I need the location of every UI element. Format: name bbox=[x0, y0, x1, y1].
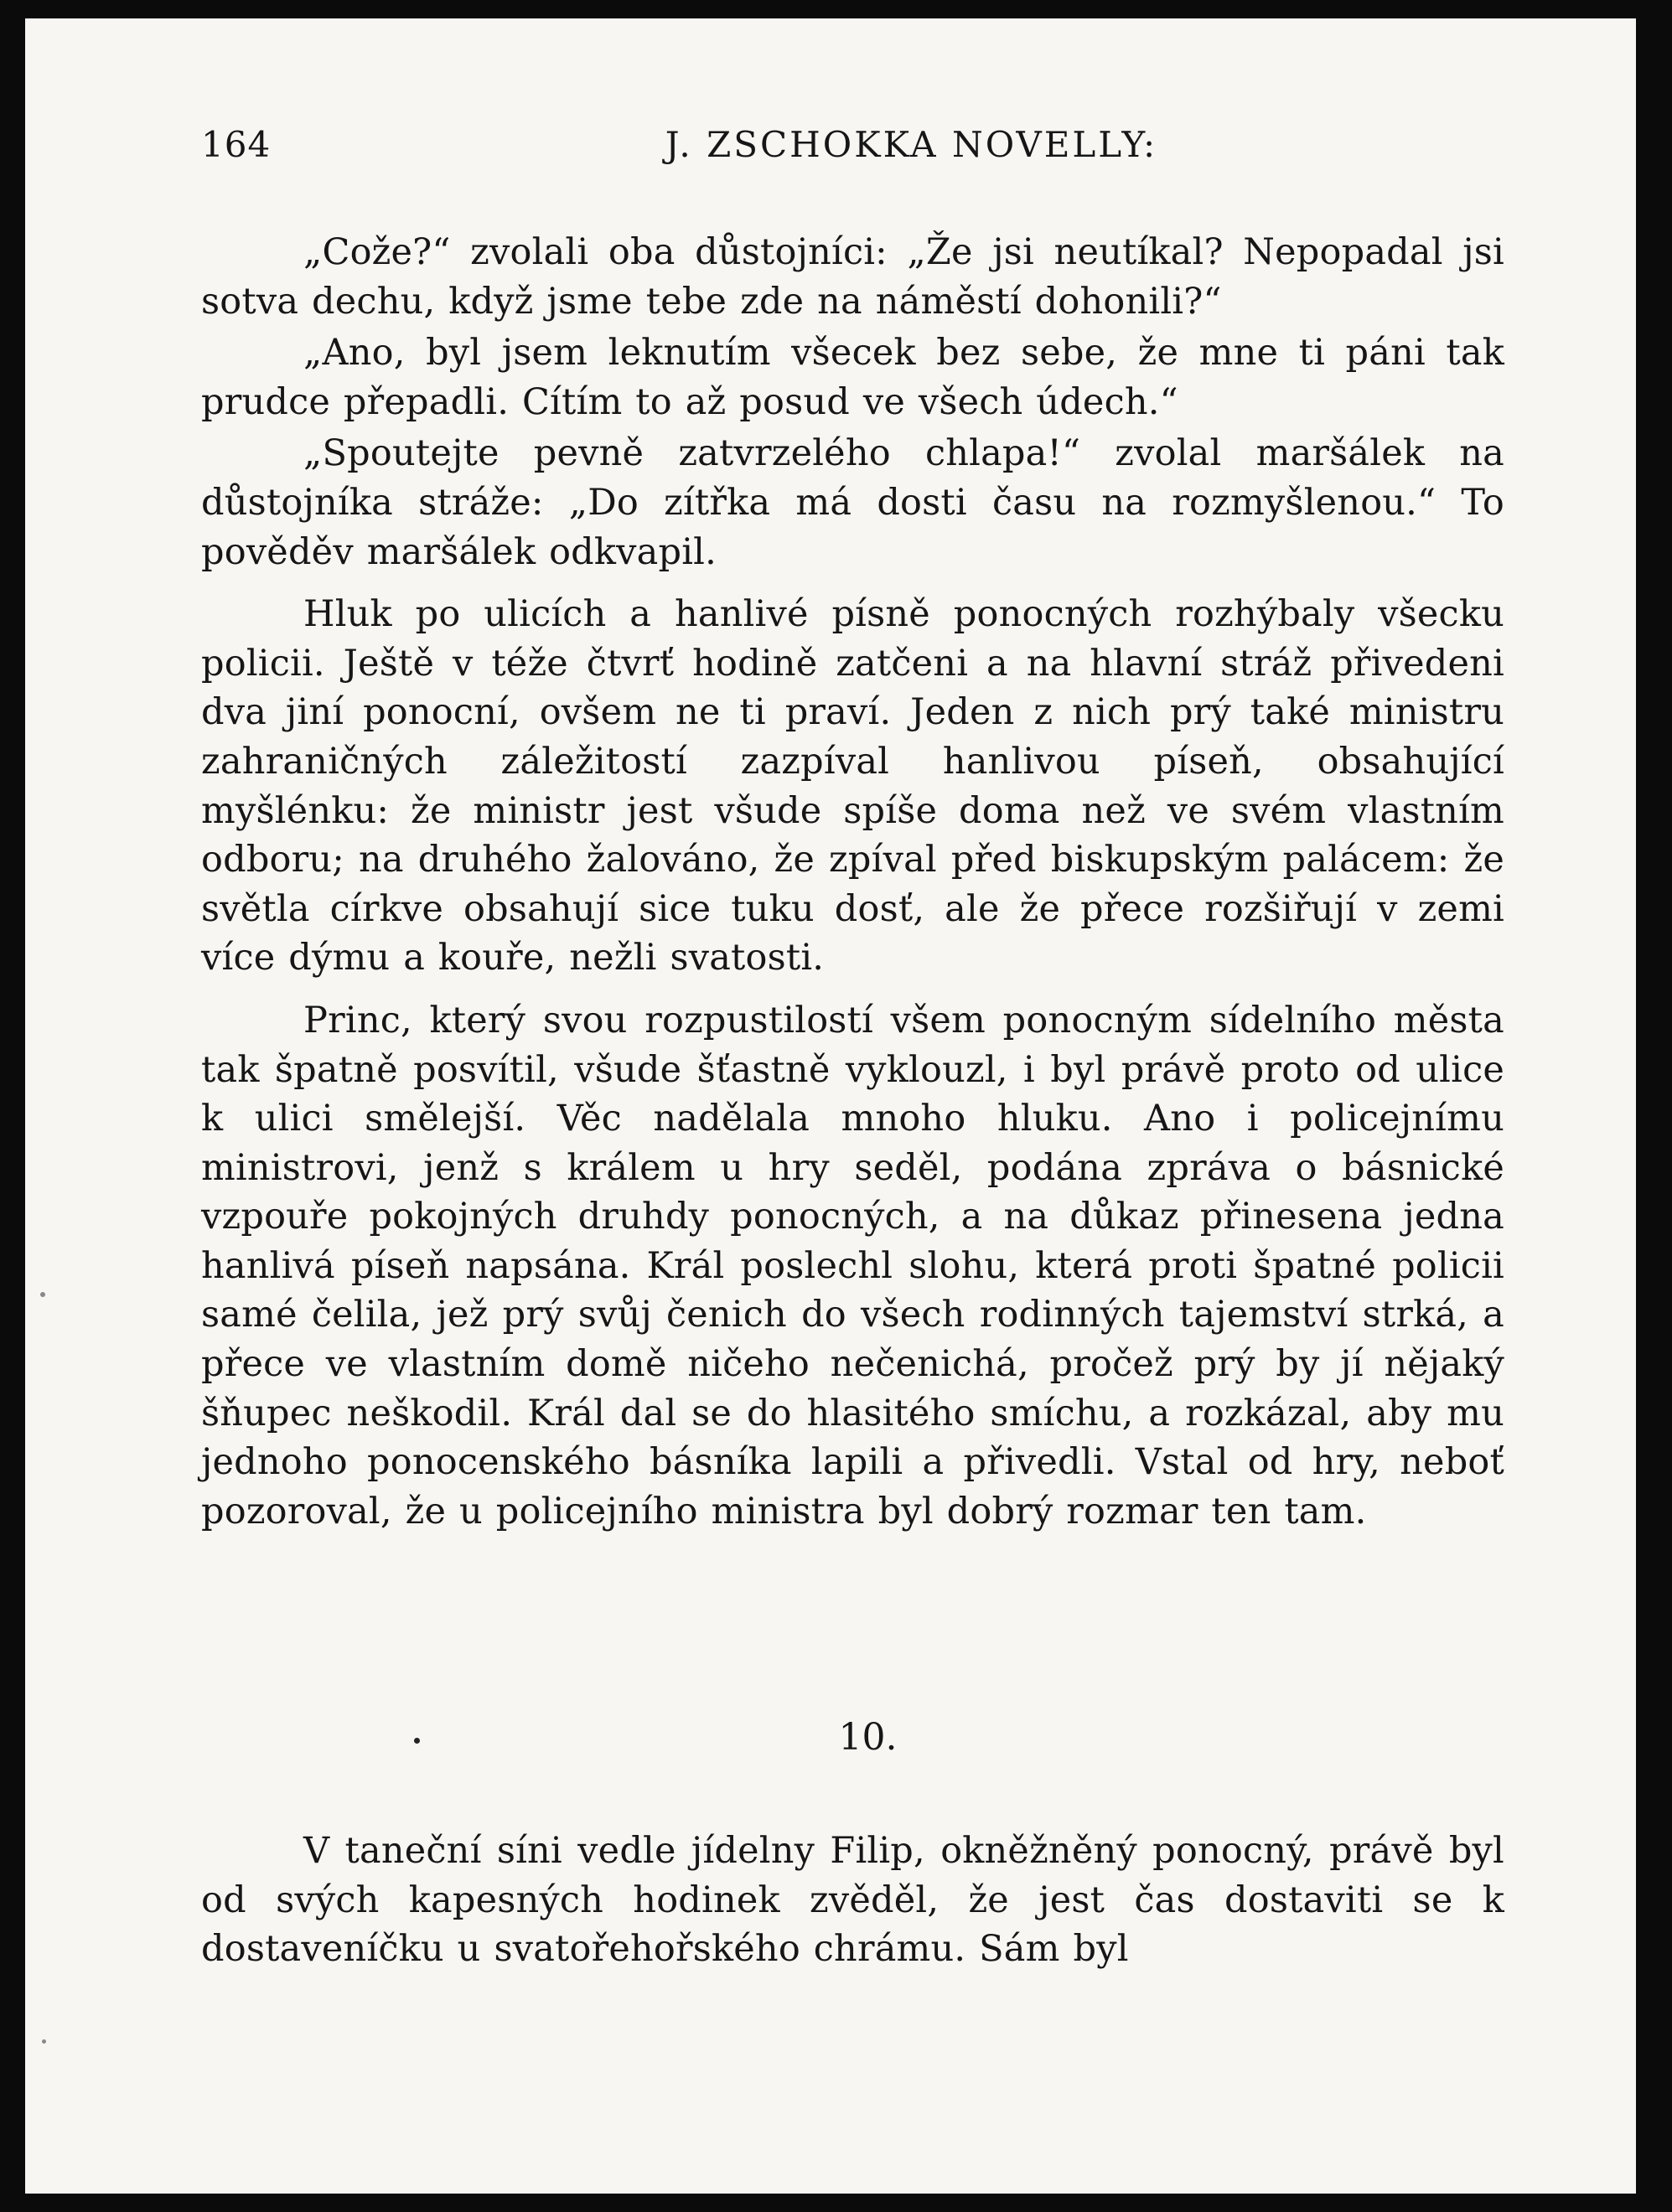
running-title: J. ZSCHOKKA NOVELLY: bbox=[665, 124, 1158, 165]
paragraph: „Ano, byl jsem leknutím všecek bez sebe, že mne ti páni tak prudce přepadli. Cítím to až posud ve všech údech.“ bbox=[201, 332, 1504, 423]
paragraph: Princ, který svou rozpustilostí všem ponocným sídelního města tak špatně posvítil, všude šťastně vyklouzl, i byl právě proto od ulice k ulici smělejší. Věc nadělala mnoho hluku. Ano i policejnímu ministrovi, jenž s králem u hry seděl, podána zpráva o básnické vzpouře pokojných druhdy ponocných, a na důkaz přinesena jedna hanlivá píseň napsána. Král poslechl slohu, která proti špatné policii samé čelila, jež prý svůj čenich do všech rodinných tajemství strká, a přece ve vlastním domě ničeho nečenichá, pročež prý by jí nějaký šňupec neškodil. Král dal se do hlasitého smíchu, a rozkázal, aby mu jednoho ponocenského básníka lapili a přivedli. Vstal od hry, neboť pozoroval, že u policejního ministra byl dobrý rozmar ten tam. bbox=[201, 999, 1504, 1532]
section-heading: 10. bbox=[838, 1716, 898, 1759]
body-text bbox=[201, 228, 1504, 1536]
paper-speck bbox=[42, 2039, 46, 2044]
paragraph: Hluk po ulicích a hanlivé písně ponocných rozhýbaly všecku policii. Ještě v téže čtvrť hodině zatčeni a na hlavní stráž přivedeni dva jiní ponocní, ovšem ne ti praví. Jeden z nich prý také ministru zahraničných záležitostí zazpíval hanlivou píseň, obsahující myšlénku: že ministr jest všude spíše doma než ve svém vlastním odboru; na druhého žalováno, že zpíval před biskupským palácem: že světla církve obsahují sice tuku dosť, ale že přece rozšiřují v zemi více dýmu a kouře, nežli svatosti. bbox=[201, 593, 1504, 979]
page-header bbox=[201, 124, 1504, 174]
paragraph: V taneční síni vedle jídelny Filip, okněžněný ponocný, právě byl od svých kapesných hodinek zvěděl, že jest čas dostaviti se k dostaveníčku u svatořehořského chrámu. Sám byl bbox=[201, 1830, 1504, 1971]
page-number: 164 bbox=[201, 124, 272, 165]
paper-speck bbox=[40, 1292, 45, 1297]
section-body bbox=[201, 1827, 1504, 1974]
paragraph: „Spoutejte pevně zatvrzelého chlapa!“ zvolal maršálek na důstojníka stráže: „Do zítřka má dosti času na rozmyšlenou.“ To pověděv maršálek odkvapil. bbox=[201, 432, 1504, 573]
paragraph: „Cože?“ zvolali oba důstojníci: „Že jsi neutíkal? Nepopadal jsi sotva dechu, když jsme tebe zde na náměstí dohonili?“ bbox=[201, 231, 1504, 323]
